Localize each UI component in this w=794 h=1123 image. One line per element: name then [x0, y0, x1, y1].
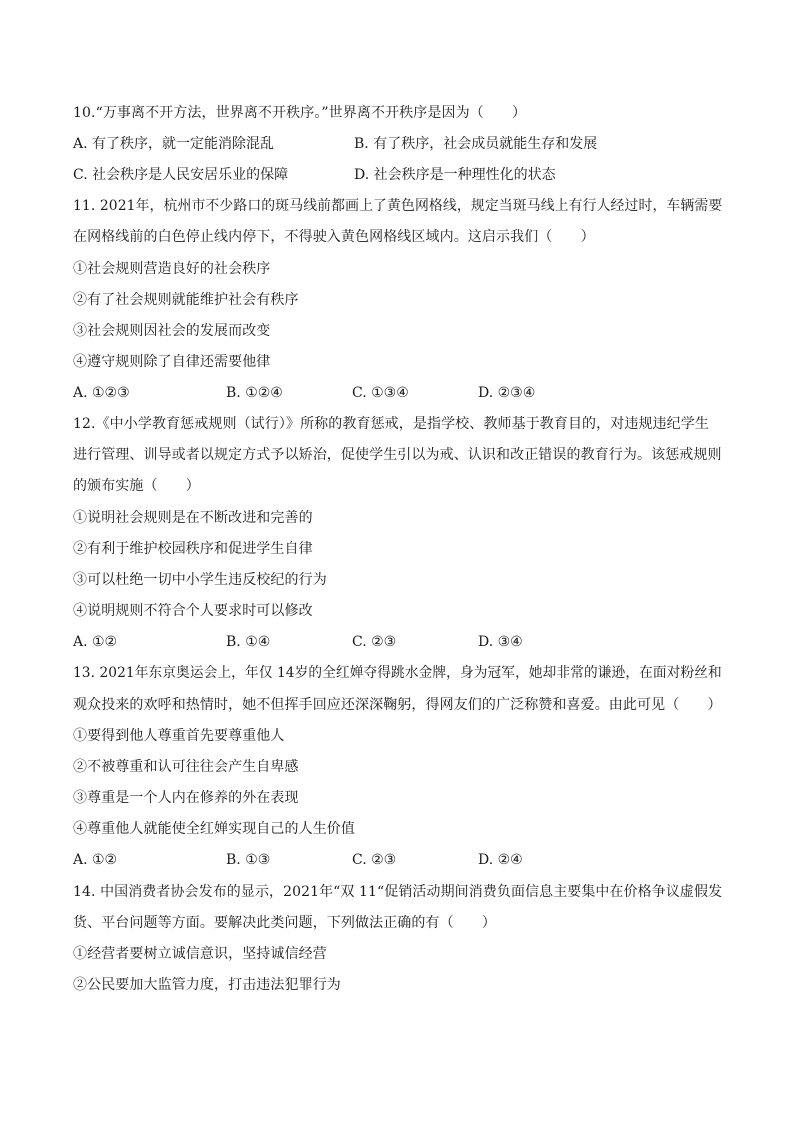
q12-option-b: B. ①④: [226, 634, 271, 650]
q12-statement-1: ①说明社会规则是在不断改进和完善的: [73, 510, 313, 526]
q14-statement-2: ②公民要加大监管力度，打击违法犯罪行为: [73, 977, 341, 993]
q13-statement-2: ②不被尊重和认可往往会产生自卑感: [73, 759, 299, 775]
q12-option-d: D. ③④: [478, 634, 523, 650]
q12-option-c: C. ②③: [352, 634, 397, 650]
q13-statement-4: ④尊重他人就能使全红婵实现自己的人生价值: [73, 821, 355, 837]
q13-statement-3: ③尊重是一个人内在修养的外在表现: [73, 790, 299, 806]
q11-stem-line-2: 在网格线前的白色停止线内停下，不得驶入黄色网格线区域内。这启示我们（ ）: [73, 229, 595, 245]
q14-stem-line-2: 货、平台问题等方面。要解决此类问题，下列做法正确的有（ ）: [73, 915, 496, 931]
q11-stem-line-1: 11. 2021年，杭州市不少路口的斑马线前都画上了黄色网格线，规定当斑马线上有行人经过时，车辆需要: [73, 198, 723, 214]
q10-stem: 10.“万事离不开方法，世界离不开秩序。”世界离不开秩序是因为（ ）: [73, 105, 527, 121]
q11-option-d: D. ②③④: [478, 385, 536, 401]
q13-option-a: A. ①②: [73, 852, 118, 868]
q10-option-a: A. 有了秩序，就一定能消除混乱: [73, 136, 275, 152]
q13-stem-line-1: 13. 2021年东京奥运会上，年仅 14岁的全红婵夺得跳水金牌，身为冠军，她却非常的谦逊，在面对粉丝和: [73, 665, 722, 681]
q12-statement-3: ③可以杜绝一切中小学生违反校纪的行为: [73, 572, 327, 588]
q11-statement-2: ②有了社会规则就能维护社会有秩序: [73, 292, 299, 308]
q13-statement-1: ①要得到他人尊重首先要尊重他人: [73, 728, 285, 744]
q14-stem-line-1: 14. 中国消费者协会发布的显示，2021年“双 11“促销活动期间消费负面信息主要集中在价格争议虚假发: [73, 884, 723, 900]
q10-option-c: C. 社会秩序是人民安居乐业的保障: [73, 167, 289, 183]
q12-statement-4: ④说明规则不符合个人要求时可以修改: [73, 603, 313, 619]
q11-option-b: B. ①②④: [226, 385, 283, 401]
q10-option-d: D. 社会秩序是一种理性化的状态: [354, 167, 556, 183]
q13-option-c: C. ②③: [352, 852, 397, 868]
q14-statement-1: ①经营者要树立诚信意识，坚持诚信经营: [73, 946, 327, 962]
q13-option-b: B. ①③: [226, 852, 271, 868]
q12-stem-line-1: 12.《中小学教育惩戒规则（试行）》所称的教育惩戒，是指学校、教师基于教育目的，对违规违纪学生: [73, 416, 709, 432]
q11-statement-3: ③社会规则因社会的发展而改变: [73, 323, 271, 339]
q13-option-d: D. ②④: [478, 852, 523, 868]
q11-option-a: A. ①②③: [73, 385, 130, 401]
q12-option-a: A. ①②: [73, 634, 118, 650]
q11-statement-4: ④遵守规则除了自律还需要他律: [73, 354, 271, 370]
q11-statement-1: ①社会规则营造良好的社会秩序: [73, 261, 271, 277]
q12-stem-line-2: 进行管理、训导或者以规定方式予以矫治，促使学生引以为戒、认识和改正错误的教育行为。该惩戒规则: [73, 447, 722, 463]
q10-option-b: B. 有了秩序，社会成员就能生存和发展: [354, 136, 598, 152]
q12-statement-2: ②有利于维护校园秩序和促进学生自律: [73, 541, 313, 557]
q13-stem-line-2: 观众投来的欢呼和热情时，她不但挥手回应还深深鞠躬，得网友们的广泛称赞和喜爱。由此可见（ ）: [73, 697, 722, 713]
q11-option-c: C. ①③④: [352, 385, 409, 401]
q12-stem-line-3: 的颁布实施（ ）: [73, 478, 200, 494]
